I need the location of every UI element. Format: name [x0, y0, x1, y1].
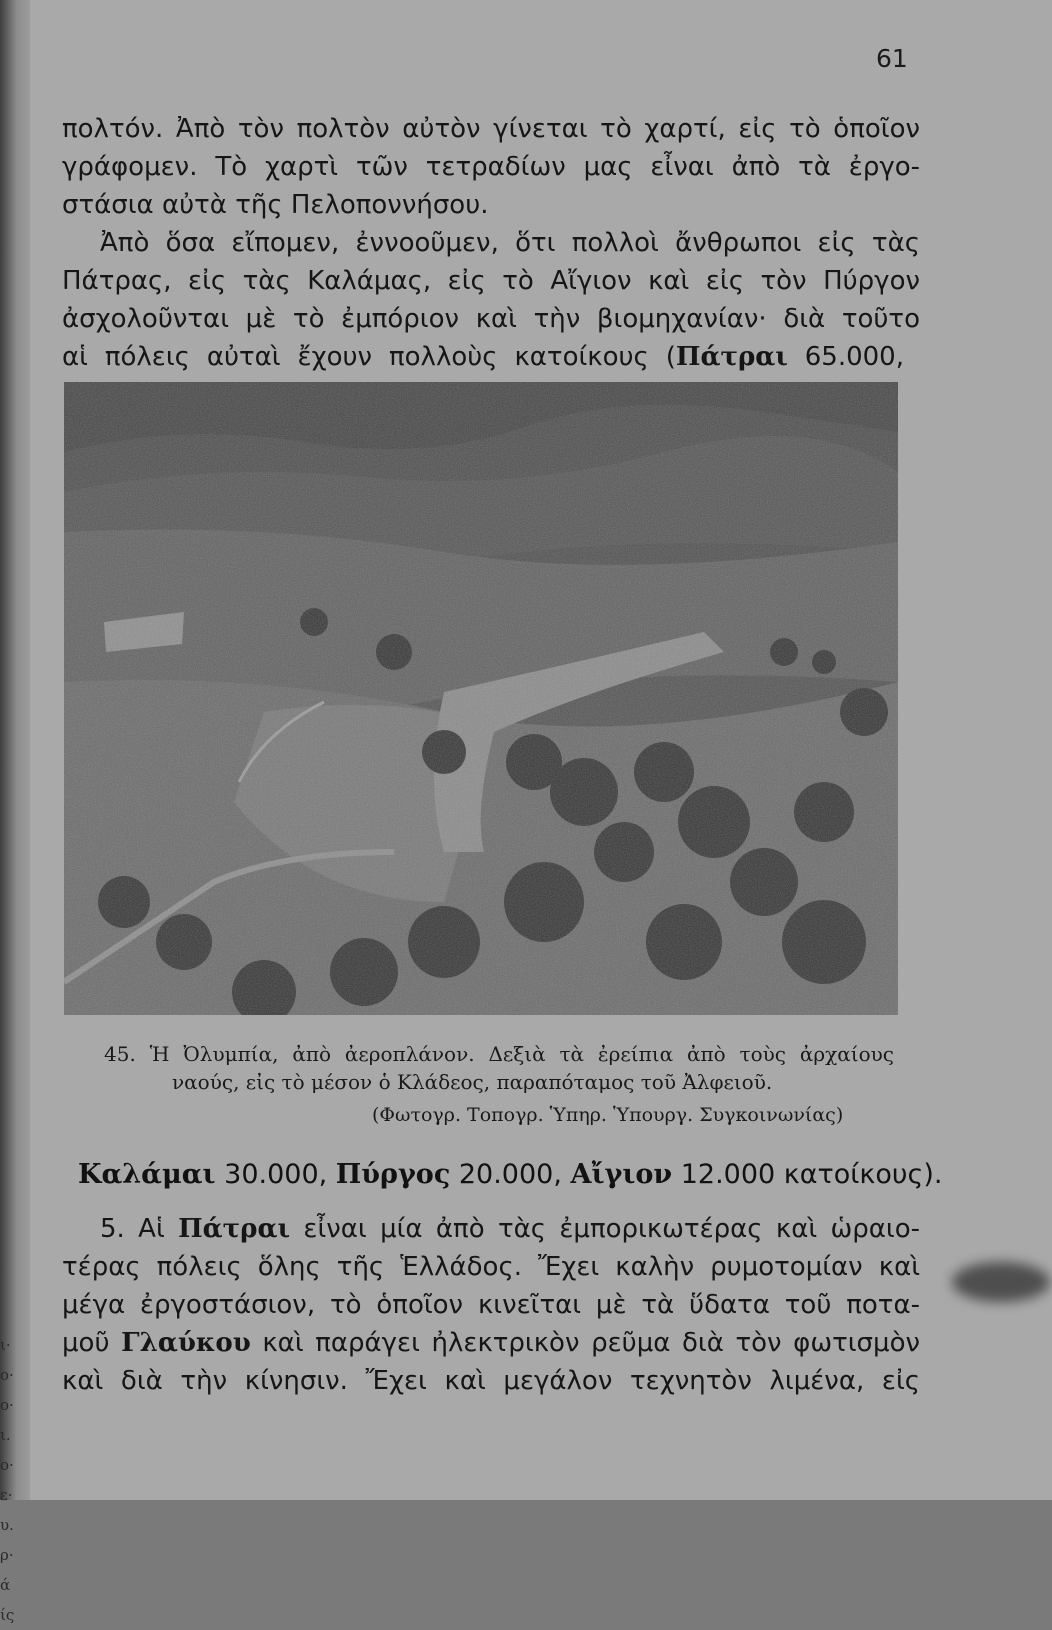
paragraph1-line3: στάσια αὐτὰ τῆς Πελοποννήσου.: [62, 190, 489, 220]
margin-fragment: ι·: [0, 1336, 11, 1354]
margin-fragment: ε·: [0, 1486, 13, 1504]
paragraph2-line4: [62, 338, 904, 376]
paragraph3-line2: τέρας πόλεις ὅλης τῆς Ἑλλάδος. Ἔχει καλὴν ρυμοτομίαν καὶ: [62, 1252, 920, 1282]
city-name-pyrgos: Πύργος: [335, 1159, 451, 1190]
population-value: 20.000,: [450, 1159, 571, 1190]
city-name-patras: Πάτραι: [178, 1214, 291, 1244]
text-span: καὶ παράγει ἠλεκτρικὸν ρεῦμα διὰ τὸν φωτισμὸν: [250, 1328, 920, 1358]
river-name-glaukos: Γλαύκου: [121, 1328, 251, 1358]
paragraph1-line2: γράφομεν. Τὸ χαρτὶ τῶν τετραδίων μας εἶναι ἀπὸ τὰ ἐργο-: [62, 152, 920, 182]
city-name-kalamai: Καλάμαι: [78, 1159, 216, 1190]
population-value: 65.000,: [787, 342, 904, 372]
city-name-patras: Πάτραι: [675, 342, 788, 372]
book-binding-gutter: [0, 0, 30, 1500]
city-name-aigion: Αἴγιον: [570, 1159, 673, 1190]
margin-fragment: ο·: [0, 1456, 14, 1474]
paragraph1-line1: πολτόν. Ἀπὸ τὸν πολτὸν αὐτὸν γίνεται τὸ χαρτί, εἰς τὸ ὁποῖον: [62, 114, 920, 144]
text-span: 5. Αἱ: [100, 1214, 179, 1244]
margin-fragment: ά: [0, 1576, 11, 1594]
ink-smudge: [952, 1262, 1050, 1302]
photo-caption-line2: ναούς, εἰς τὸ μέσον ὁ Κλάδεος, παραπόταμος τοῦ Ἀλφειοῦ.: [172, 1070, 773, 1094]
margin-fragment: ι.: [0, 1426, 11, 1444]
paragraph3-line3: μέγα ἐργοστάσιον, τὸ ὁποῖον κινεῖται μὲ τὰ ὕδατα τοῦ ποτα-: [62, 1290, 920, 1320]
text-span: εἶναι μία ἀπὸ τὰς ἐμπορικωτέρας καὶ ὡραιο-: [290, 1214, 920, 1244]
text-span: μοῦ: [62, 1328, 122, 1358]
population-value: 30.000,: [215, 1159, 336, 1190]
olympia-aerial-photograph: [64, 382, 898, 1015]
paragraph3-line4: [62, 1324, 920, 1362]
population-value: 12.000 κατοίκους).: [672, 1159, 943, 1190]
text-span: αἱ πόλεις αὐταὶ ἔχουν πολλοὺς κατοίκους (: [62, 342, 676, 372]
margin-fragment: ίς: [0, 1606, 15, 1624]
population-line: [78, 1156, 943, 1194]
paragraph2-line1: Ἀπὸ ὅσα εἴπομεν, ἐννοοῦμεν, ὅτι πολλοὶ ἄνθρωποι εἰς τὰς: [100, 228, 920, 258]
page-number: 61: [876, 44, 908, 73]
photo-illustration: [64, 382, 898, 1015]
margin-fragment: υ.: [0, 1516, 14, 1534]
paragraph2-line3: ἀσχολοῦνται μὲ τὸ ἐμπόριον καὶ τὴν βιομηχανίαν· διὰ τοῦτο: [62, 304, 920, 334]
photo-caption-line1: 45. Ἡ Ὀλυμπία, ἀπὸ ἀεροπλάνον. Δεξιὰ τὰ ἐρείπια ἀπὸ τοὺς ἀρχαίους: [104, 1042, 894, 1066]
paragraph2-line2: Πάτρας, εἰς τὰς Καλάμας, εἰς τὸ Αἴγιον καὶ εἰς τὸν Πύργον: [62, 266, 920, 296]
paragraph3-line1: [100, 1210, 920, 1248]
margin-fragment: ο·: [0, 1366, 14, 1384]
margin-fragment: ο·: [0, 1396, 14, 1414]
previous-page-margin-fragments: [0, 1330, 22, 1630]
paragraph3-line5: καὶ διὰ τὴν κίνησιν. Ἔχει καὶ μεγάλον τεχνητὸν λιμένα, εἰς: [62, 1366, 920, 1396]
margin-fragment: ρ·: [0, 1546, 14, 1564]
photo-credit: (Φωτογρ. Τοπογρ. Ὑπηρ. Ὑπουργ. Συγκοινωνίας): [372, 1104, 844, 1126]
